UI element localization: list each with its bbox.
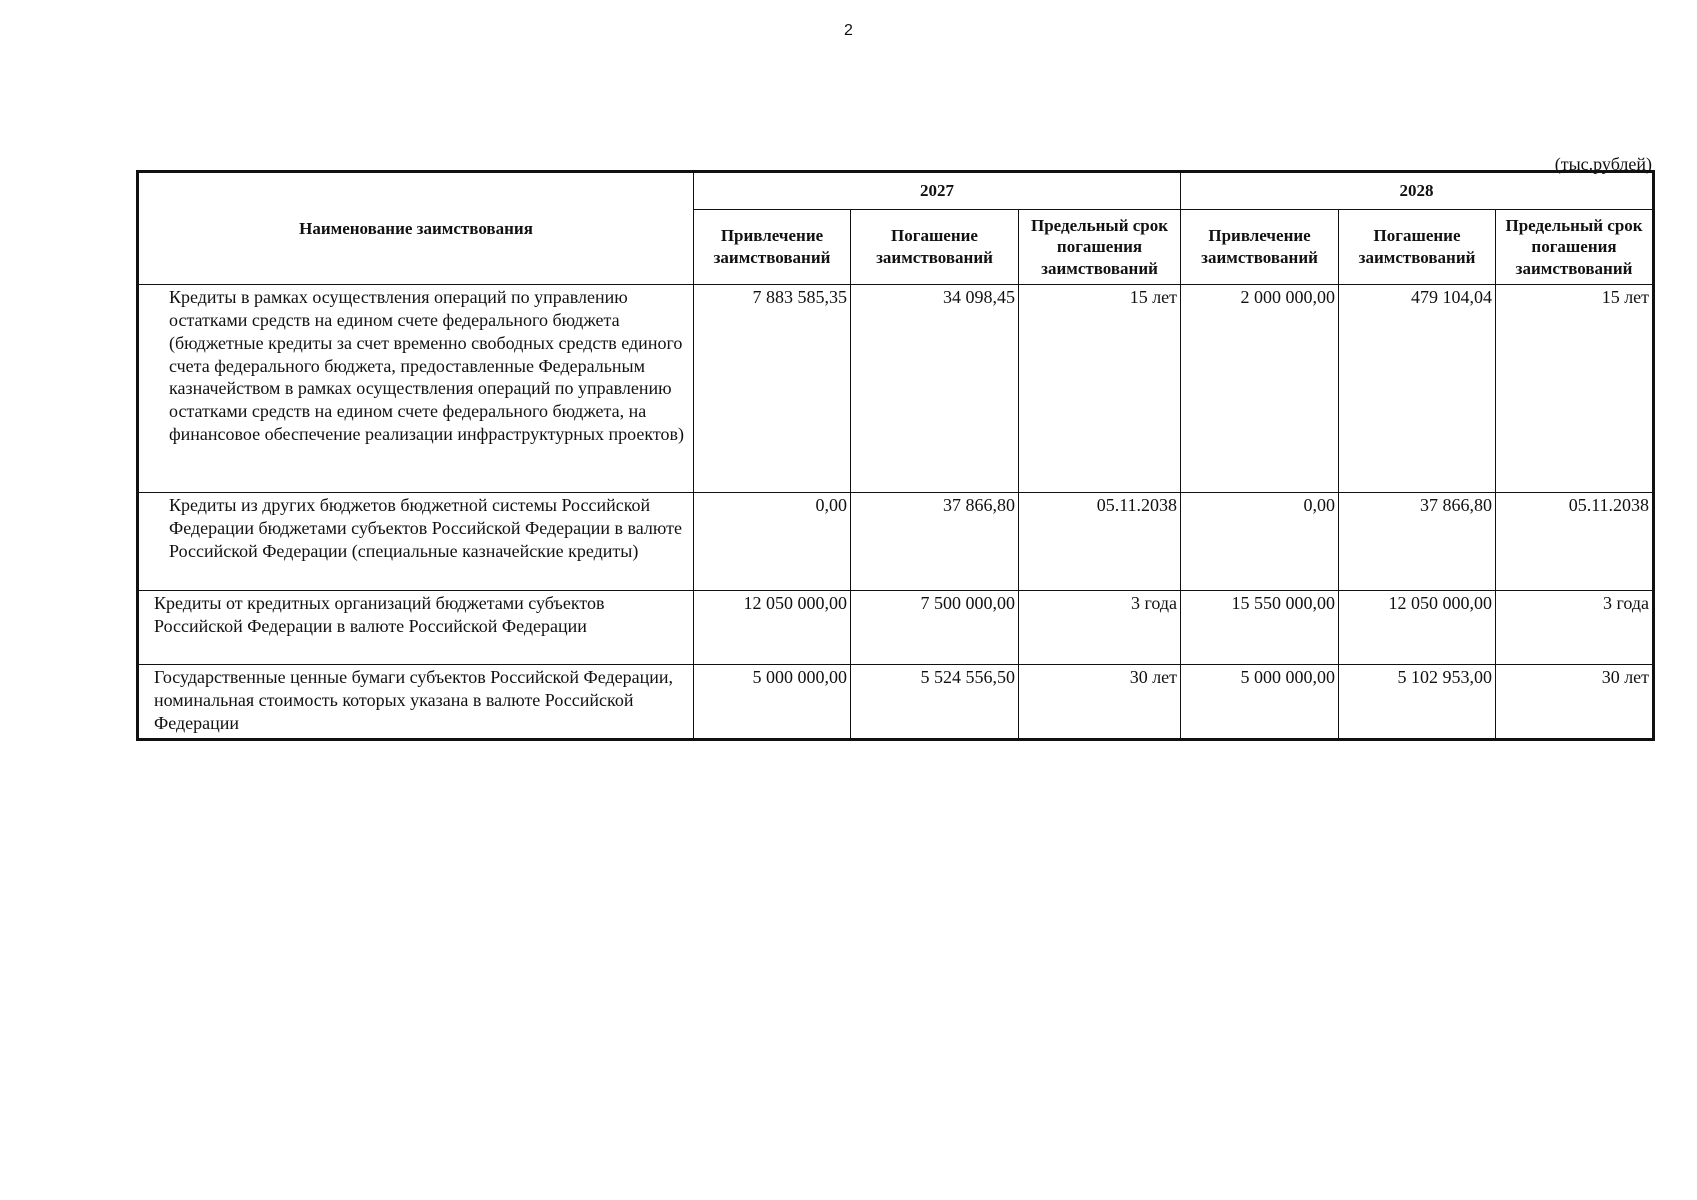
attraction-header-2027: Привлечение заимствований: [694, 210, 851, 285]
repayment-header-2028: Погашение заимствований: [1339, 210, 1496, 285]
header-row-years: [138, 172, 1654, 210]
year-header-2028: 2028: [1181, 172, 1654, 210]
attraction-2027: 7 883 585,35: [694, 285, 851, 493]
term-2028: 15 лет: [1496, 285, 1654, 493]
attraction-2028: 5 000 000,00: [1181, 665, 1339, 740]
repayment-2028: 5 102 953,00: [1339, 665, 1496, 740]
repayment-2027: 5 524 556,50: [851, 665, 1019, 740]
term-2027: 30 лет: [1019, 665, 1181, 740]
repayment-2027: 37 866,80: [851, 493, 1019, 591]
repayment-2028: 12 050 000,00: [1339, 591, 1496, 665]
attraction-2027: 5 000 000,00: [694, 665, 851, 740]
borrowing-name: Кредиты от кредитных организаций бюджетами субъектов Российской Федерации в валюте Российской Федерации: [138, 591, 694, 665]
attraction-2028: 2 000 000,00: [1181, 285, 1339, 493]
attraction-2028: 15 550 000,00: [1181, 591, 1339, 665]
borrowing-name: Кредиты из других бюджетов бюджетной системы Российской Федерации бюджетами субъектов Российской Федерации в валюте Российской Федерации (специальные казначейские кредиты): [138, 493, 694, 591]
attraction-header-2028: Привлечение заимствований: [1181, 210, 1339, 285]
page-number: 2: [844, 22, 853, 39]
term-header-2027: Предельный срок погашения заимствований: [1019, 210, 1181, 285]
repayment-2027: 7 500 000,00: [851, 591, 1019, 665]
repayment-header-2027: Погашение заимствований: [851, 210, 1019, 285]
term-2027: 15 лет: [1019, 285, 1181, 493]
table-row: [138, 665, 1654, 740]
name-column-header: Наименование заимствования: [138, 172, 694, 285]
table-row: [138, 285, 1654, 493]
term-2028: 3 года: [1496, 591, 1654, 665]
term-2028: 05.11.2038: [1496, 493, 1654, 591]
table-row: [138, 493, 1654, 591]
repayment-2028: 479 104,04: [1339, 285, 1496, 493]
borrowings-table: [136, 170, 1655, 741]
units-label: (тыс.рублей): [1554, 154, 1652, 174]
term-2028: 30 лет: [1496, 665, 1654, 740]
repayment-2028: 37 866,80: [1339, 493, 1496, 591]
attraction-2028: 0,00: [1181, 493, 1339, 591]
year-header-2027: 2027: [694, 172, 1181, 210]
borrowing-name: Государственные ценные бумаги субъектов Российской Федерации, номинальная стоимость которых указана в валюте Российской Федерации: [138, 665, 694, 740]
attraction-2027: 12 050 000,00: [694, 591, 851, 665]
repayment-2027: 34 098,45: [851, 285, 1019, 493]
table-row: [138, 591, 1654, 665]
attraction-2027: 0,00: [694, 493, 851, 591]
term-header-2028: Предельный срок погашения заимствований: [1496, 210, 1654, 285]
borrowing-name: Кредиты в рамках осуществления операций по управлению остатками средств на едином счете федерального бюджета (бюджетные кредиты за счет временно свободных средств единого счета федерального бюджета, предоставленные Федеральным казначейством в рамках осуществления операций по управлению остатками средств на едином счете федерального бюджета, на финансовое обеспечение реализации инфраструктурных проектов): [138, 285, 694, 493]
term-2027: 3 года: [1019, 591, 1181, 665]
term-2027: 05.11.2038: [1019, 493, 1181, 591]
